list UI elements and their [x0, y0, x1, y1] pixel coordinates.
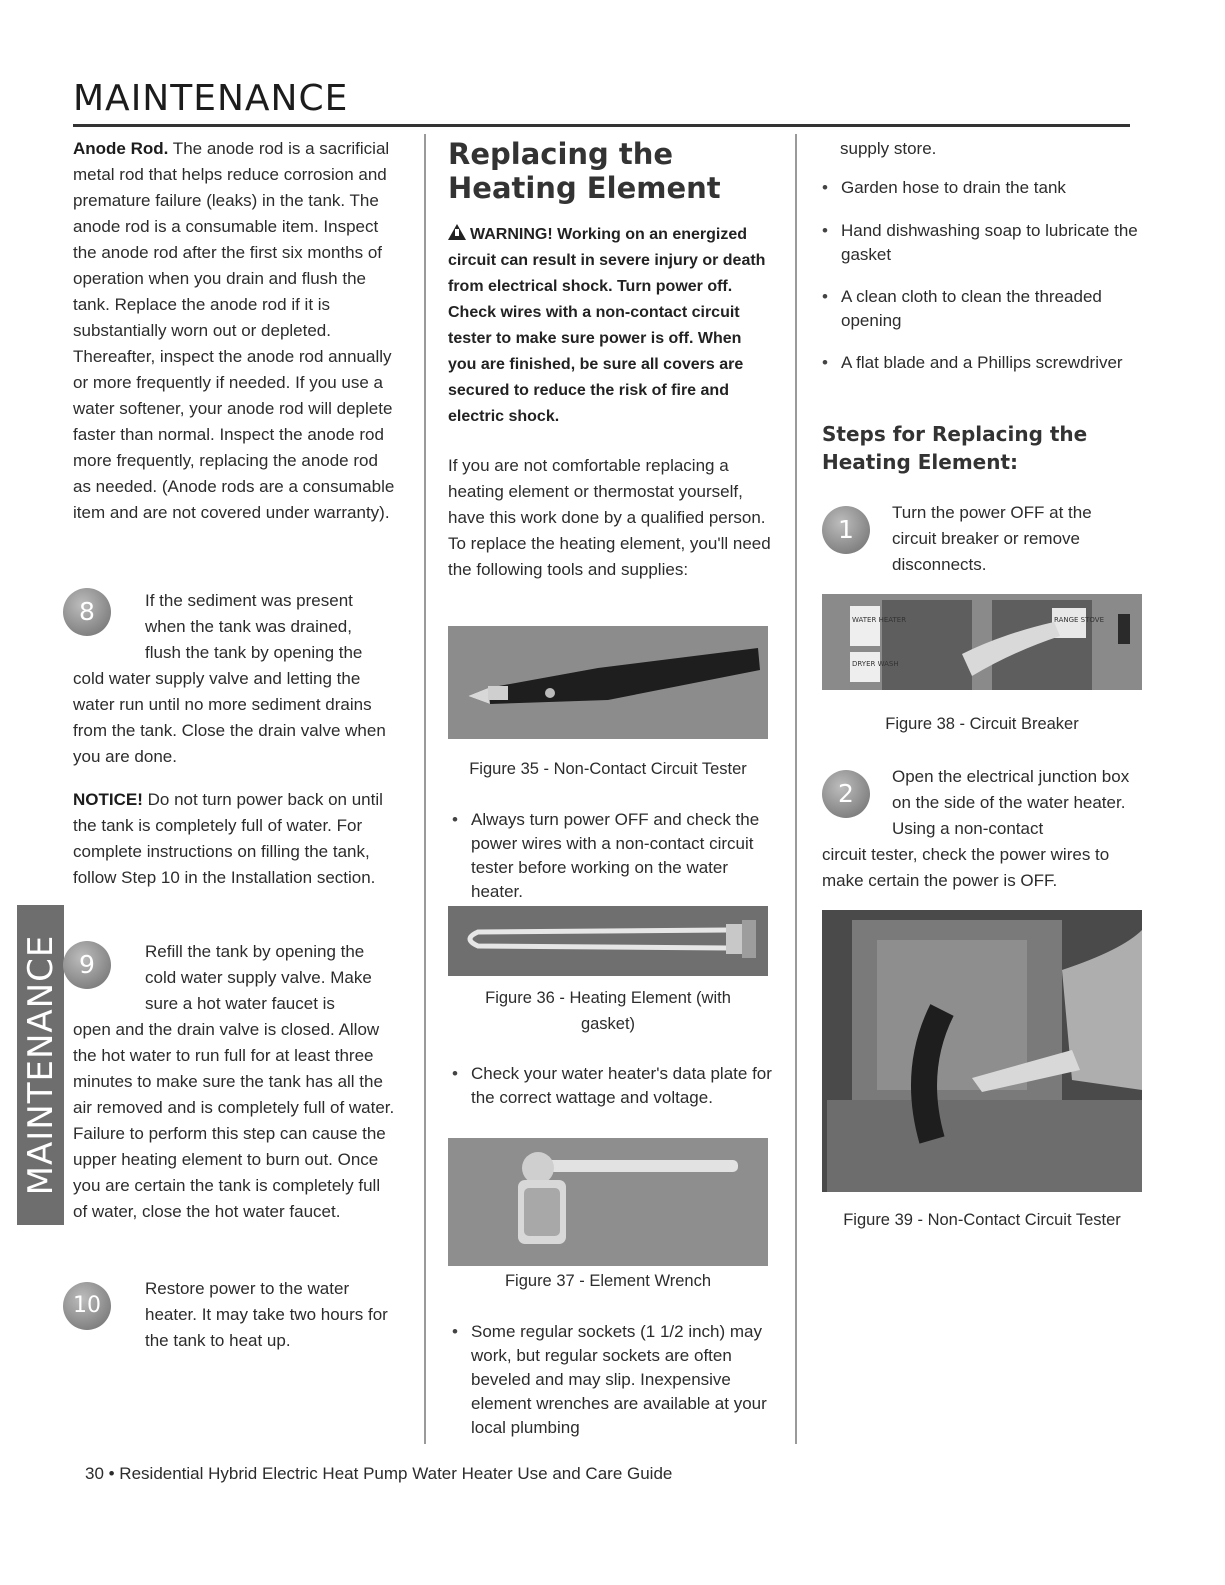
tools-list-continued: supply store.: [840, 139, 937, 158]
list-item: • A flat blade and a Phillips screwdriver: [822, 351, 1142, 375]
step-1: [822, 498, 1142, 588]
anode-rod-text: The anode rod is a sacrificial metal rod that helps reduce corrosion and premature failure (leaks) in the tank. The anode rod is a consumable item. Inspect the anode rod after the first six months of operation when you drain and flush the tank. Replace the anode rod if it is substantially worn out or depleted. Thereafter, inspect the anode rod annually or more frequently if needed. If you use a water softener, your anode rod will deplete faster than normal. Inspect the anode rod more frequently, replacing the anode rod as needed. (Anode rods are a consumable item and are not covered under warranty).: [73, 139, 395, 522]
warning-icon: [448, 224, 466, 240]
figure-37-caption: Figure 37 - Element Wrench: [504, 1272, 712, 1290]
step-1-text: Turn the power OFF at the circuit breaker or remove disconnects.: [892, 503, 1092, 574]
circuit-breaker-illustration: [822, 594, 1142, 690]
notice-text: Do not turn power back on until the tank is completely full of water. For complete instructions on filling the tank, follow Step 10 in the Installation section.: [73, 790, 383, 887]
list-item: • Always turn power OFF and check the power wires with a non-contact circuit tester before working on the water heater.: [452, 808, 772, 904]
warning-block: [448, 222, 773, 430]
step-10-number: 10: [63, 1282, 111, 1330]
step-2-text: Open the electrical junction box on the side of the water heater. Using a non-contact: [892, 767, 1130, 838]
step-8-number: 8: [63, 588, 111, 636]
tools-list-part-2: [452, 1062, 772, 1110]
figure-35-image: [448, 626, 768, 739]
step-9-number: 9: [63, 941, 111, 989]
anode-rod-paragraph: [73, 136, 398, 526]
step-9: [73, 937, 398, 1257]
circuit-tester-illustration: [448, 626, 768, 739]
list-item: • Check your water heater's data plate for the correct wattage and voltage.: [452, 1062, 772, 1110]
figure-38-image: [822, 594, 1142, 690]
warning-text: WARNING! Working on an energized circuit can result in severe injury or death from electrical shock. Turn power off. Check wires with a non-contact circuit tester to make sure power is off. When you are finished, be sure all covers are secured to reduce the risk of fire and electric shock.: [448, 226, 766, 425]
intro-paragraph: If you are not comfortable replacing a heating element or thermostat yourself, have this work done by a qualified person. To replace the heating element, you'll need the following tools and supplies:: [448, 456, 771, 579]
tools-list-part-4: [822, 176, 1142, 375]
column-divider-right: [795, 134, 797, 1444]
figure-38-caption: Figure 38 - Circuit Breaker: [885, 715, 1079, 733]
anode-rod-label: Anode Rod.: [73, 139, 169, 158]
figure-36-image: [448, 906, 768, 976]
step-2-continued: circuit tester, check the power wires to make certain the power is OFF.: [822, 845, 1110, 890]
list-item: • A clean cloth to clean the threaded opening: [822, 285, 1142, 333]
step-2-number: 2: [822, 770, 870, 818]
page-title: MAINTENANCE: [73, 78, 349, 119]
list-item: • Some regular sockets (1 1/2 inch) may work, but regular sockets are often beveled and may slip. Inexpensive element wrenches are available at your local plumbing: [452, 1320, 772, 1440]
tools-list-part-3: [452, 1320, 772, 1440]
notice-paragraph: [73, 787, 398, 891]
step-1-number: 1: [822, 506, 870, 554]
notice-label: NOTICE!: [73, 790, 143, 809]
list-item: • Garden hose to drain the tank: [822, 176, 1142, 200]
heating-element-illustration: [448, 906, 768, 976]
step-8: [73, 586, 398, 776]
steps-heading: Steps for Replacing the Heating Element:: [822, 422, 1088, 474]
list-item: • Hand dishwashing soap to lubricate the gasket: [822, 219, 1142, 267]
figure-39-caption: Figure 39 - Non-Contact Circuit Tester: [843, 1211, 1121, 1229]
figure-39-image: [822, 910, 1142, 1192]
step-8-continued: cold water supply valve and letting the water run until no more sediment drains from the tank. Close the drain valve when you are done.: [73, 669, 386, 766]
step-10: [73, 1274, 398, 1364]
page-footer: 30 • Residential Hybrid Electric Heat Pump Water Heater Use and Care Guide: [85, 1464, 673, 1483]
junction-box-tester-illustration: [822, 910, 1142, 1192]
breaker-label-water-heater: WATER HEATER: [852, 616, 907, 624]
breaker-label-range-stove: RANGE STOVE: [1054, 616, 1104, 624]
section-heading: Replacing the Heating Element: [448, 137, 721, 205]
tools-list-part-1: [452, 808, 772, 904]
step-8-text: If the sediment was present when the tank was drained, flush the tank by opening the: [145, 591, 363, 662]
step-10-text: Restore power to the water heater. It may take two hours for the tank to heat up.: [145, 1279, 388, 1350]
figure-36-caption: Figure 36 - Heating Element (with gasket): [485, 989, 731, 1033]
step-9-text: Refill the tank by opening the cold water supply valve. Make sure a hot water faucet is: [145, 942, 372, 1013]
step-2: [822, 762, 1142, 902]
title-rule: [73, 124, 1130, 127]
figure-37-image: [448, 1138, 768, 1266]
side-section-tab: [17, 905, 64, 1225]
element-wrench-illustration: [448, 1138, 768, 1266]
side-tab-label: MAINTENANCE: [20, 934, 61, 1196]
step-9-continued: open and the drain valve is closed. Allow the hot water to run full for at least three minutes to make sure the tank has all the air removed and is completely full of water. Failure to perform this step can cause the upper heating element to burn out. Once you are certain the tank is completely full of water, close the hot water faucet.: [73, 1020, 395, 1221]
breaker-label-dryer-wash: DRYER WASH: [852, 660, 899, 668]
column-divider-left: [424, 134, 426, 1444]
figure-35-caption: Figure 35 - Non-Contact Circuit Tester: [469, 760, 747, 778]
